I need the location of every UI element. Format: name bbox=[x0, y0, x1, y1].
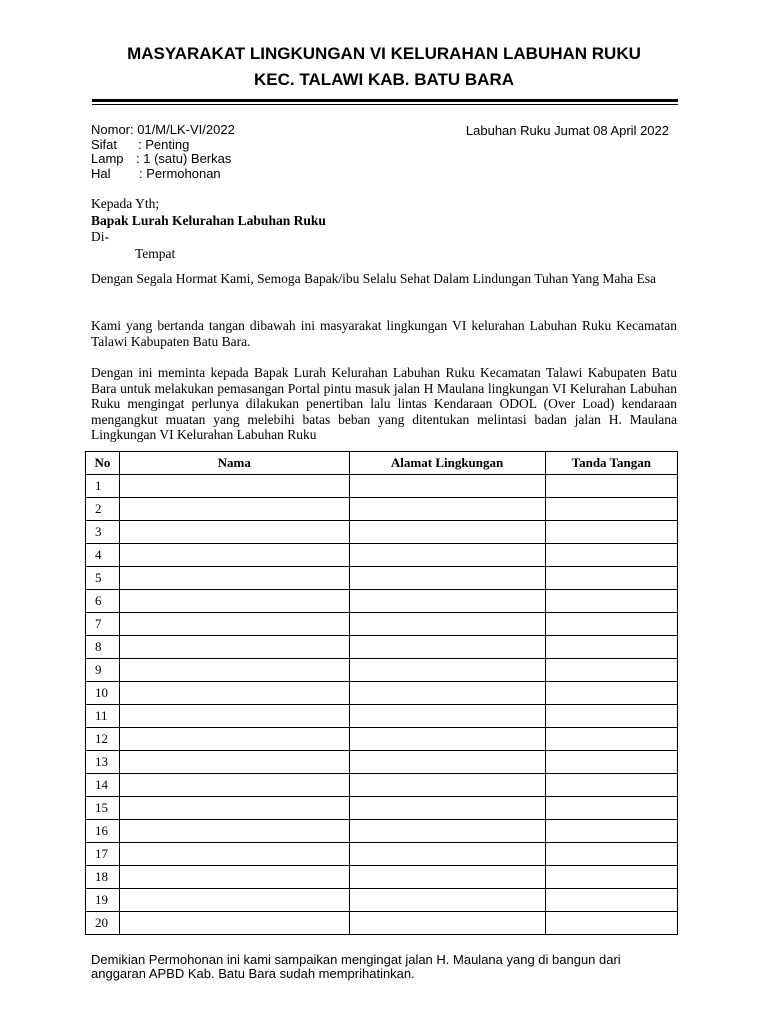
row-alamat-cell bbox=[349, 705, 545, 728]
row-tanda-tangan-cell bbox=[545, 751, 677, 774]
row-tanda-tangan-cell bbox=[545, 590, 677, 613]
row-number: 13 bbox=[86, 751, 120, 774]
row-tanda-tangan-cell bbox=[545, 820, 677, 843]
table-row bbox=[86, 659, 678, 682]
row-number: 10 bbox=[86, 682, 120, 705]
meta-sifat bbox=[91, 138, 235, 153]
row-number: 9 bbox=[86, 659, 120, 682]
row-alamat-cell bbox=[349, 751, 545, 774]
row-alamat-cell bbox=[349, 889, 545, 912]
header-alamat: Alamat Lingkungan bbox=[349, 452, 545, 475]
table-row bbox=[86, 912, 678, 935]
row-alamat-cell bbox=[349, 682, 545, 705]
meta-hal-value: : Permohonan bbox=[139, 165, 221, 181]
row-number: 3 bbox=[86, 521, 120, 544]
table-row bbox=[86, 567, 678, 590]
row-tanda-tangan-cell bbox=[545, 774, 677, 797]
row-tanda-tangan-cell bbox=[545, 613, 677, 636]
row-nama-cell bbox=[119, 751, 349, 774]
row-tanda-tangan-cell bbox=[545, 797, 677, 820]
greeting: Kepada Yth; bbox=[91, 196, 160, 211]
table-row bbox=[86, 889, 678, 912]
row-alamat-cell bbox=[349, 820, 545, 843]
row-tanda-tangan-cell bbox=[545, 567, 677, 590]
row-number: 15 bbox=[86, 797, 120, 820]
row-number: 17 bbox=[86, 843, 120, 866]
row-number: 7 bbox=[86, 613, 120, 636]
row-nama-cell bbox=[119, 567, 349, 590]
row-alamat-cell bbox=[349, 475, 545, 498]
row-tanda-tangan-cell bbox=[545, 866, 677, 889]
row-nama-cell bbox=[119, 820, 349, 843]
row-tanda-tangan-cell bbox=[545, 705, 677, 728]
table-row bbox=[86, 797, 678, 820]
row-nama-cell bbox=[119, 659, 349, 682]
letterhead-line-2: KEC. TALAWI KAB. BATU BARA bbox=[253, 70, 514, 89]
body-paragraph-1: Dengan Segala Hormat Kami, Semoga Bapak/ibu Selalu Sehat Dalam Lindungan Tuhan Yang Maha Esa bbox=[91, 271, 657, 286]
header-nama: Nama bbox=[119, 452, 349, 475]
row-nama-cell bbox=[119, 613, 349, 636]
row-tanda-tangan-cell bbox=[545, 475, 677, 498]
row-number: 14 bbox=[86, 774, 120, 797]
row-alamat-cell bbox=[349, 659, 545, 682]
row-number: 8 bbox=[86, 636, 120, 659]
meta-lamp bbox=[91, 152, 235, 167]
table-row bbox=[86, 705, 678, 728]
letterhead-line-1: MASYARAKAT LINGKUNGAN VI KELURAHAN LABUHAN RUKU bbox=[127, 44, 641, 63]
row-nama-cell bbox=[119, 912, 349, 935]
letterhead-divider-thin bbox=[92, 104, 678, 105]
table-header-row bbox=[86, 452, 678, 475]
row-number: 1 bbox=[86, 475, 120, 498]
row-nama-cell bbox=[119, 797, 349, 820]
row-nama-cell bbox=[119, 682, 349, 705]
row-alamat-cell bbox=[349, 590, 545, 613]
row-alamat-cell bbox=[349, 728, 545, 751]
table-row bbox=[86, 728, 678, 751]
row-nama-cell bbox=[119, 728, 349, 751]
place-date: Labuhan Ruku Jumat 08 April 2022 bbox=[465, 123, 669, 138]
row-number: 2 bbox=[86, 498, 120, 521]
row-nama-cell bbox=[119, 475, 349, 498]
table-row bbox=[86, 613, 678, 636]
row-number: 6 bbox=[86, 590, 120, 613]
recipient-name: Bapak Lurah Kelurahan Labuhan Ruku bbox=[91, 212, 326, 228]
row-alamat-cell bbox=[349, 521, 545, 544]
meta-lamp-value: : 1 (satu) Berkas bbox=[136, 151, 232, 166]
header-tanda-tangan: Tanda Tangan bbox=[545, 452, 677, 475]
row-alamat-cell bbox=[349, 498, 545, 521]
recipient-tempat: Tempat bbox=[135, 245, 176, 261]
row-tanda-tangan-cell bbox=[545, 521, 677, 544]
row-alamat-cell bbox=[349, 613, 545, 636]
row-number: 5 bbox=[86, 567, 120, 590]
table-row bbox=[86, 521, 678, 544]
row-nama-cell bbox=[119, 498, 349, 521]
row-nama-cell bbox=[119, 521, 349, 544]
body-paragraph-2: Kami yang bertanda tangan dibawah ini masyarakat lingkungan VI kelurahan Labuhan Ruku Kecamatan Talawi Kabupaten Batu Bara. bbox=[91, 318, 677, 349]
row-alamat-cell bbox=[349, 567, 545, 590]
meta-sifat-value: : Penting bbox=[138, 136, 190, 152]
row-nama-cell bbox=[119, 843, 349, 866]
signature-table bbox=[85, 451, 678, 935]
letterhead-divider-thick bbox=[92, 99, 678, 102]
meta-nomor-label: Nomor bbox=[91, 122, 131, 137]
row-alamat-cell bbox=[349, 544, 545, 567]
row-alamat-cell bbox=[349, 774, 545, 797]
row-nama-cell bbox=[119, 590, 349, 613]
row-nama-cell bbox=[119, 889, 349, 912]
row-nama-cell bbox=[119, 636, 349, 659]
row-number: 4 bbox=[86, 544, 120, 567]
recipient-address bbox=[91, 196, 326, 262]
header-no: No bbox=[86, 452, 120, 475]
row-tanda-tangan-cell bbox=[545, 682, 677, 705]
closing-paragraph: Demikian Permohonan ini kami sampaikan mengingat jalan H. Maulana yang di bangun dari anggaran APBD Kab. Batu Bara sudah memprihatinkan. bbox=[91, 952, 621, 981]
table-row bbox=[86, 498, 678, 521]
letter-meta bbox=[91, 123, 235, 181]
row-number: 18 bbox=[86, 866, 120, 889]
table-row bbox=[86, 751, 678, 774]
row-nama-cell bbox=[119, 544, 349, 567]
table-row bbox=[86, 682, 678, 705]
row-alamat-cell bbox=[349, 912, 545, 935]
row-tanda-tangan-cell bbox=[545, 728, 677, 751]
row-tanda-tangan-cell bbox=[545, 498, 677, 521]
table-row bbox=[86, 636, 678, 659]
table-row bbox=[86, 866, 678, 889]
table-row bbox=[86, 544, 678, 567]
row-nama-cell bbox=[119, 774, 349, 797]
row-alamat-cell bbox=[349, 636, 545, 659]
table-row bbox=[86, 590, 678, 613]
row-number: 19 bbox=[86, 889, 120, 912]
row-number: 12 bbox=[86, 728, 120, 751]
row-number: 16 bbox=[86, 820, 120, 843]
row-tanda-tangan-cell bbox=[545, 843, 677, 866]
table-row bbox=[86, 475, 678, 498]
meta-nomor bbox=[91, 123, 235, 138]
meta-sifat-label: Sifat bbox=[91, 136, 118, 152]
meta-hal-label: Hal bbox=[91, 165, 111, 181]
row-nama-cell bbox=[119, 866, 349, 889]
table-row bbox=[86, 843, 678, 866]
body-paragraph-3: Dengan ini meminta kepada Bapak Lurah Kelurahan Labuhan Ruku Kecamatan Talawi Kabupaten Batu Bara untuk melakukan pemasangan Portal pintu masuk jalan H Maulana lingkungan VI Kelurahan Labuhan Ruku mengingat perlunya dilakukan penertiban lalu lintas Kendaraan ODOL (Over Load) kendaraan mengangkut muatan yang melebihi batas beban yang ditentukan melintasi badan jalan H. Maulana Lingkungan VI Kelurahan Labuhan Ruku bbox=[91, 365, 677, 442]
row-number: 11 bbox=[86, 705, 120, 728]
row-alamat-cell bbox=[349, 866, 545, 889]
table-row bbox=[86, 820, 678, 843]
recipient-di: Di- bbox=[91, 229, 109, 244]
row-tanda-tangan-cell bbox=[545, 912, 677, 935]
row-tanda-tangan-cell bbox=[545, 889, 677, 912]
meta-lamp-label: Lamp bbox=[91, 151, 124, 166]
row-number: 20 bbox=[86, 912, 120, 935]
row-tanda-tangan-cell bbox=[545, 659, 677, 682]
meta-hal bbox=[91, 167, 235, 182]
table-row bbox=[86, 774, 678, 797]
row-nama-cell bbox=[119, 705, 349, 728]
meta-nomor-value: : 01/M/LK-VI/2022 bbox=[130, 122, 235, 137]
row-alamat-cell bbox=[349, 843, 545, 866]
row-alamat-cell bbox=[349, 797, 545, 820]
row-tanda-tangan-cell bbox=[545, 544, 677, 567]
row-tanda-tangan-cell bbox=[545, 636, 677, 659]
